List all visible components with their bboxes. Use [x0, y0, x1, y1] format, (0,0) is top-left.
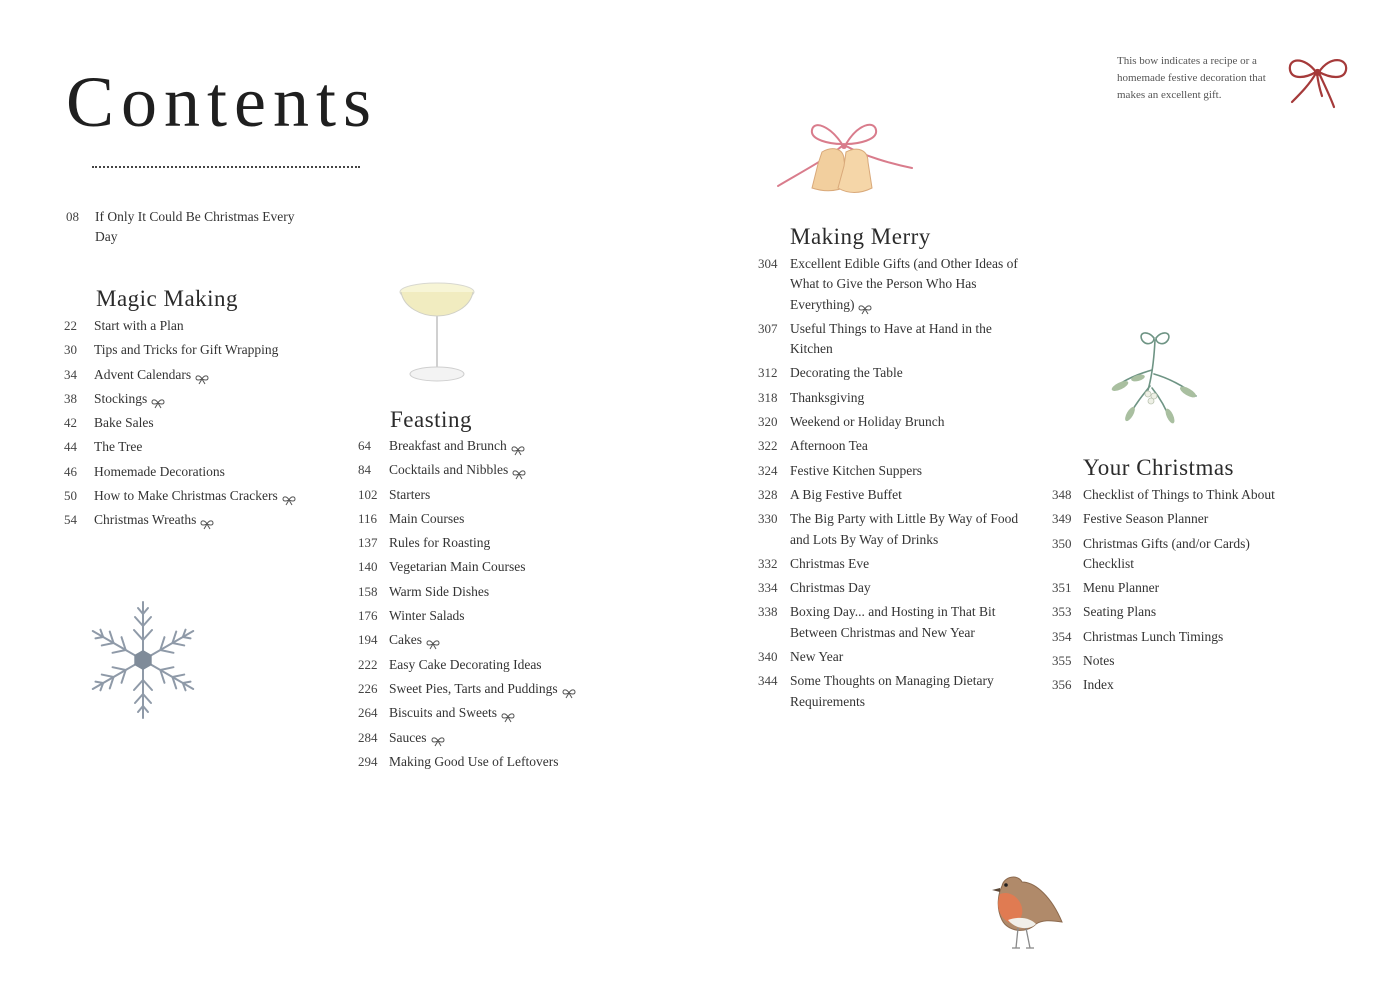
page-number: 22 [64, 318, 77, 333]
entry-title [389, 606, 608, 626]
entry-title-text: Cakes [389, 632, 422, 648]
entry-title [1083, 602, 1302, 622]
page-number: 340 [758, 649, 778, 665]
entry-title [790, 319, 1020, 360]
toc-entry[interactable] [64, 510, 334, 530]
entry-title [389, 630, 608, 650]
page-number: 338 [758, 604, 778, 620]
page-number: 116 [358, 510, 378, 526]
entry-title-text: Weekend or Holiday Brunch [790, 414, 945, 430]
gift-bow-icon [512, 466, 526, 476]
entry-title-text: Excellent Edible Gifts (and Other Ideas of What to Give the Person Who Has Everything) [790, 256, 1018, 312]
toc-entry[interactable] [758, 461, 1020, 481]
entry-title-text: Thanksgiving [790, 389, 865, 405]
entry-title-text: Menu Planner [1083, 580, 1160, 596]
entry-title [790, 578, 1020, 598]
entry-title [389, 533, 608, 553]
page-number: 38 [64, 390, 77, 406]
toc-entry[interactable] [358, 752, 608, 772]
entry-title [1083, 651, 1302, 671]
page-number: 54 [64, 512, 77, 528]
entry-title-text: Start with a Plan [94, 318, 184, 333]
toc-entry[interactable] [64, 316, 334, 336]
page-number: 304 [758, 256, 778, 271]
page-number: 284 [358, 729, 378, 745]
page-number: 318 [758, 389, 778, 405]
toc-entry[interactable] [1052, 627, 1302, 647]
page-number: 158 [358, 583, 378, 599]
your-christmas-list [1052, 485, 1302, 700]
section-title-feasting: Feasting [390, 407, 472, 432]
entry-title [790, 602, 1020, 643]
gift-bow-icon [562, 685, 576, 695]
entry-title-text: Homemade Decorations [94, 463, 225, 479]
page-number: 64 [358, 438, 371, 453]
toc-entry[interactable] [758, 412, 1020, 432]
toc-entry[interactable] [358, 533, 608, 553]
entry-title [790, 363, 1020, 383]
page-number: 355 [1052, 653, 1072, 669]
entry-title [790, 509, 1020, 550]
page-number: 330 [758, 511, 778, 527]
title-dotted-rule [92, 166, 360, 168]
page-number: 356 [1052, 677, 1072, 693]
entry-title [389, 557, 608, 577]
toc-entry[interactable] [358, 557, 608, 577]
entry-title [790, 647, 1020, 667]
toc-entry[interactable] [758, 254, 1020, 315]
entry-title [94, 389, 334, 409]
toc-entry[interactable] [758, 436, 1020, 456]
page-number: 222 [358, 656, 378, 672]
toc-entry[interactable] [358, 485, 608, 505]
bells-illustration [774, 116, 916, 196]
entry-title-text: A Big Festive Buffet [790, 486, 902, 502]
entry-title [389, 679, 608, 699]
entry-title [94, 340, 334, 360]
section-title-making-merry: Making Merry [790, 224, 931, 249]
toc-entry[interactable] [758, 509, 1020, 550]
gift-bow-icon [858, 301, 872, 311]
entry-title-text: The Tree [94, 439, 143, 455]
entry-title [790, 461, 1020, 481]
toc-entry[interactable] [64, 486, 334, 506]
page-number: 46 [64, 463, 77, 479]
page-number: 322 [758, 438, 778, 454]
entry-title-text: Advent Calendars [94, 366, 192, 382]
entry-title [389, 485, 608, 505]
entry-title-text: Checklist of Things to Think About [1083, 487, 1275, 502]
toc-entry[interactable] [64, 340, 334, 360]
entry-title-text: Boxing Day... and Hosting in That Bit Between Christmas and New Year [790, 604, 996, 640]
page-number: 328 [758, 486, 778, 502]
page-number: 334 [758, 580, 778, 596]
page-number: 312 [758, 365, 778, 381]
entry-title [1083, 509, 1302, 529]
entry-title [790, 388, 1020, 408]
toc-entry[interactable] [64, 413, 334, 433]
gift-bow-icon [151, 395, 165, 405]
gift-bow-icon [426, 636, 440, 646]
page-number: 102 [358, 486, 378, 502]
magic-making-list [64, 316, 334, 535]
entry-title-text: Sweet Pies, Tarts and Puddings [389, 680, 558, 696]
page-number: 353 [1052, 604, 1072, 620]
page-number: 08 [66, 209, 79, 224]
page-number: 44 [64, 439, 77, 455]
page-number: 30 [64, 342, 77, 358]
entry-title [94, 437, 334, 457]
page-number: 194 [358, 632, 378, 648]
entry-title [1083, 534, 1302, 575]
entry-title [790, 254, 1020, 315]
snowflake-illustration [86, 596, 200, 724]
entry-title-text: New Year [790, 649, 844, 665]
entry-title-text: Warm Side Dishes [389, 583, 490, 599]
entry-title-text: Christmas Eve [790, 555, 870, 571]
toc-entry[interactable] [758, 671, 1020, 712]
entry-title-text: Rules for Roasting [389, 535, 491, 551]
entry-title-text: How to Make Christmas Crackers [94, 488, 278, 504]
entry-title-text: Stockings [94, 390, 148, 406]
entry-title [389, 655, 608, 675]
toc-entry[interactable] [358, 630, 608, 650]
entry-title-text: Christmas Lunch Timings [1083, 628, 1224, 644]
entry-title-text: Christmas Gifts (and/or Cards) Checklist [1083, 535, 1250, 571]
toc-entry[interactable] [64, 389, 334, 409]
page-number: 354 [1052, 628, 1072, 644]
entry-title-text: Festive Season Planner [1083, 511, 1209, 527]
page-number: 350 [1052, 535, 1072, 551]
page-number: 307 [758, 320, 778, 336]
entry-title-text: Bake Sales [94, 415, 154, 431]
toc-entry[interactable] [358, 509, 608, 529]
toc-entry[interactable] [66, 207, 306, 248]
entry-title-text: Vegetarian Main Courses [389, 559, 526, 575]
entry-title-text: Breakfast and Brunch [389, 438, 507, 453]
toc-entry[interactable] [358, 679, 608, 699]
toc-entry[interactable] [1052, 651, 1302, 671]
gift-bow-icon [195, 371, 209, 381]
champagne-glass-illustration [396, 278, 478, 388]
page-number: 332 [758, 555, 778, 571]
feasting-list [358, 436, 608, 776]
toc-entry[interactable] [1052, 578, 1302, 598]
entry-title [790, 554, 1020, 574]
entry-title [389, 728, 608, 748]
entry-title [94, 486, 334, 506]
entry-title [790, 412, 1020, 432]
gift-bow-icon [431, 733, 445, 743]
page-number: 176 [358, 608, 378, 624]
robin-illustration [986, 868, 1066, 952]
intro-list [66, 207, 306, 252]
entry-title-text: Christmas Wreaths [94, 512, 197, 528]
toc-entry[interactable] [358, 728, 608, 748]
toc-entry[interactable] [1052, 602, 1302, 622]
toc-entry[interactable] [358, 703, 608, 723]
page-number: 351 [1052, 580, 1072, 596]
page-number: 34 [64, 366, 77, 382]
entry-title: If Only It Could Be Christmas Every Day [95, 209, 295, 245]
bow-icon [1284, 52, 1352, 110]
entry-title-text: Notes [1083, 653, 1115, 669]
entry-title [389, 703, 608, 723]
entry-title [94, 316, 334, 336]
entry-title [389, 436, 608, 456]
entry-title [94, 462, 334, 482]
toc-entry[interactable] [358, 582, 608, 602]
entry-title-text: Index [1083, 677, 1114, 693]
page-number: 226 [358, 680, 378, 696]
toc-entry[interactable] [758, 363, 1020, 383]
entry-title [790, 436, 1020, 456]
entry-title-text: Sauces [389, 729, 427, 745]
section-title-magic-making: Magic Making [96, 286, 239, 311]
entry-title [389, 582, 608, 602]
toc-entry[interactable] [1052, 675, 1302, 695]
page-number: 349 [1052, 511, 1072, 527]
mistletoe-illustration [1108, 330, 1202, 428]
entry-title [1083, 627, 1302, 647]
gift-bow-icon [511, 442, 525, 452]
toc-entry[interactable] [758, 578, 1020, 598]
gift-bow-icon [501, 709, 515, 719]
entry-title [1083, 675, 1302, 695]
page-number: 324 [758, 462, 778, 478]
page-number: 137 [358, 535, 378, 551]
entry-title [389, 509, 608, 529]
entry-title [389, 460, 608, 480]
entry-title-text: Festive Kitchen Suppers [790, 462, 922, 478]
entry-title-text: Making Good Use of Leftovers [389, 753, 559, 769]
entry-title-text: Afternoon Tea [790, 438, 868, 454]
entry-title [790, 671, 1020, 712]
toc-entry[interactable] [758, 602, 1020, 643]
page-number: 140 [358, 559, 378, 575]
toc-entry[interactable] [758, 647, 1020, 667]
page-title: Contents [66, 62, 379, 142]
gift-bow-icon [200, 516, 214, 526]
entry-title-text: Decorating the Table [790, 365, 903, 381]
entry-title [1083, 578, 1302, 598]
entry-title [94, 365, 334, 385]
bow-legend-text: This bow indicates a recipe or a homemade festive decoration that makes an excellent gift. [1117, 55, 1266, 101]
making-merry-list [758, 254, 1020, 716]
toc-entry[interactable] [64, 365, 334, 385]
entry-title-text: Easy Cake Decorating Ideas [389, 656, 542, 672]
toc-entry[interactable] [758, 388, 1020, 408]
toc-entry[interactable] [1052, 534, 1302, 575]
toc-entry[interactable] [64, 437, 334, 457]
page-number: 348 [1052, 487, 1072, 502]
toc-entry[interactable] [758, 485, 1020, 505]
page-number: 344 [758, 673, 778, 689]
toc-entry[interactable] [358, 606, 608, 626]
entry-title-text: Useful Things to Have at Hand in the Kitchen [790, 320, 992, 357]
entry-title-text: The Big Party with Little By Way of Food and Lots By Way of Drinks [790, 511, 1019, 547]
toc-entry[interactable] [64, 462, 334, 482]
entry-title [1083, 485, 1302, 505]
entry-title-text: Christmas Day [790, 580, 871, 596]
entry-title [389, 752, 608, 772]
toc-entry[interactable] [358, 460, 608, 480]
page-number: 294 [358, 753, 378, 769]
entry-title-text: Main Courses [389, 510, 465, 526]
gift-bow-icon [282, 492, 296, 502]
toc-entry[interactable] [358, 655, 608, 675]
entry-title-text: Some Thoughts on Managing Dietary Requirements [790, 673, 994, 709]
page-number: 84 [358, 462, 371, 478]
entry-title-text: Cocktails and Nibbles [389, 462, 509, 478]
toc-entry[interactable] [1052, 485, 1302, 505]
toc-entry[interactable] [758, 554, 1020, 574]
entry-title [790, 485, 1020, 505]
page-number: 320 [758, 414, 778, 430]
section-title-your-christmas: Your Christmas [1083, 455, 1234, 480]
toc-entry[interactable] [758, 319, 1020, 360]
page-number: 264 [358, 705, 378, 721]
entry-title-text: Winter Salads [389, 608, 465, 624]
entry-title-text: Biscuits and Sweets [389, 705, 497, 721]
entry-title-text: Seating Plans [1083, 604, 1157, 620]
page-number: 50 [64, 488, 77, 504]
entry-title-text: Starters [389, 486, 431, 502]
entry-title-text: Tips and Tricks for Gift Wrapping [94, 342, 279, 358]
entry-title [94, 413, 334, 433]
toc-entry[interactable] [1052, 509, 1302, 529]
toc-entry[interactable] [358, 436, 608, 456]
page-number: 42 [64, 415, 77, 431]
entry-title [94, 510, 334, 530]
